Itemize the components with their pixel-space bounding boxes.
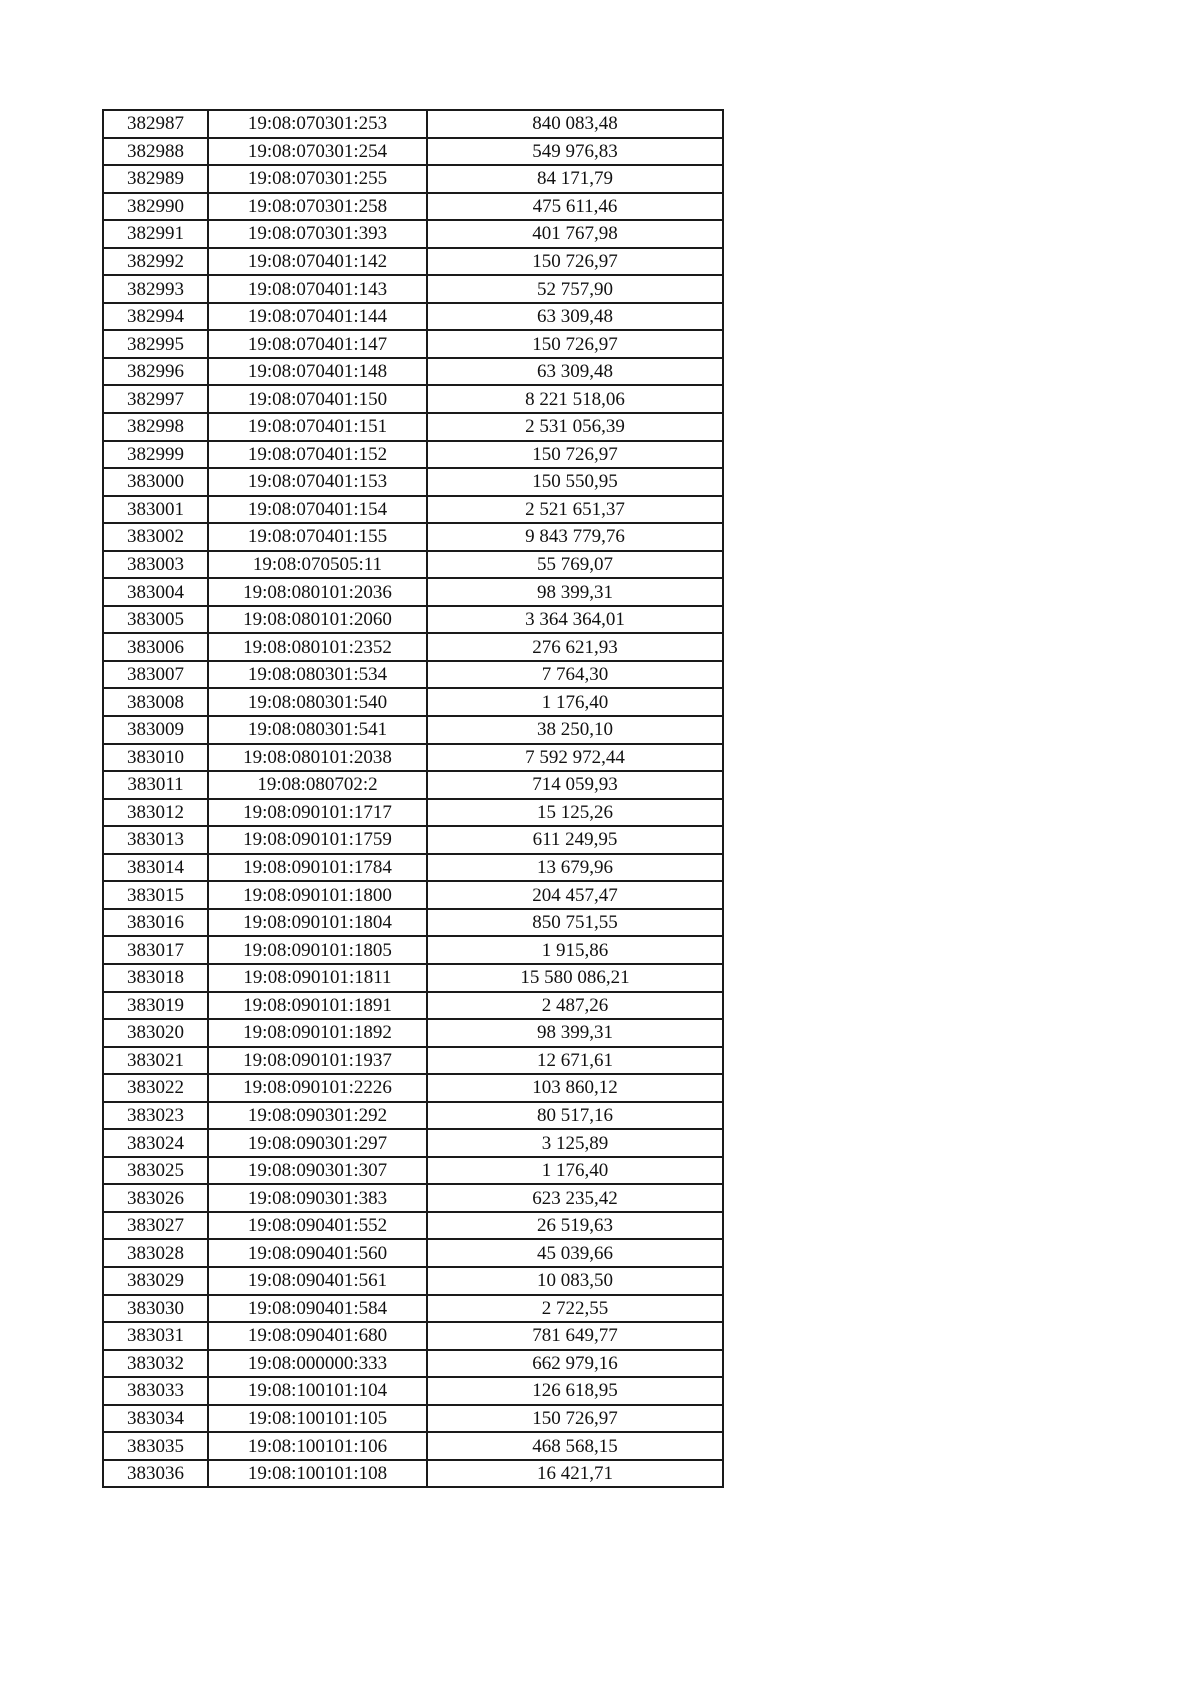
cadastral-value-cell: 150 726,97	[427, 1405, 723, 1433]
cadastral-number-cell: 19:08:090101:1804	[208, 909, 427, 937]
table-row	[103, 1019, 723, 1047]
cadastral-number-cell: 19:08:070401:143	[208, 275, 427, 303]
cadastral-number-cell: 19:08:100101:105	[208, 1405, 427, 1433]
row-number-cell: 383019	[103, 992, 208, 1020]
table-row	[103, 523, 723, 551]
cadastral-value-cell: 2 521 651,37	[427, 496, 723, 524]
row-number-cell: 383007	[103, 661, 208, 689]
cadastral-number-cell: 19:08:090301:297	[208, 1129, 427, 1157]
cadastral-value-cell: 150 550,95	[427, 468, 723, 496]
cadastral-number-cell: 19:08:070401:144	[208, 303, 427, 331]
table-row	[103, 1184, 723, 1212]
cadastral-value-cell: 9 843 779,76	[427, 523, 723, 551]
table-row	[103, 165, 723, 193]
row-number-cell: 383020	[103, 1019, 208, 1047]
table-row	[103, 110, 723, 138]
cadastral-value-cell: 150 726,97	[427, 248, 723, 276]
cadastral-number-cell: 19:08:070401:152	[208, 441, 427, 469]
table-row	[103, 1074, 723, 1102]
cadastral-number-cell: 19:08:100101:108	[208, 1460, 427, 1488]
cadastral-number-cell: 19:08:090401:560	[208, 1239, 427, 1267]
cadastral-number-cell: 19:08:080702:2	[208, 771, 427, 799]
cadastral-number-cell: 19:08:080301:534	[208, 661, 427, 689]
table-body	[103, 110, 723, 1487]
cadastral-value-cell: 98 399,31	[427, 1019, 723, 1047]
cadastral-number-cell: 19:08:090401:680	[208, 1322, 427, 1350]
cadastral-number-cell: 19:08:070301:258	[208, 193, 427, 221]
cadastral-number-cell: 19:08:090101:1891	[208, 992, 427, 1020]
cadastral-number-cell: 19:08:080301:541	[208, 716, 427, 744]
cadastral-number-cell: 19:08:080101:2352	[208, 633, 427, 661]
cadastral-value-cell: 204 457,47	[427, 881, 723, 909]
cadastral-value-cell: 13 679,96	[427, 854, 723, 882]
cadastral-value-cell: 611 249,95	[427, 826, 723, 854]
cadastral-number-cell: 19:08:090301:307	[208, 1157, 427, 1185]
table-row	[103, 1102, 723, 1130]
cadastral-value-cell: 401 767,98	[427, 220, 723, 248]
row-number-cell: 383005	[103, 606, 208, 634]
row-number-cell: 382987	[103, 110, 208, 138]
row-number-cell: 382999	[103, 441, 208, 469]
row-number-cell: 383006	[103, 633, 208, 661]
row-number-cell: 383025	[103, 1157, 208, 1185]
row-number-cell: 382988	[103, 138, 208, 166]
cadastral-value-cell: 475 611,46	[427, 193, 723, 221]
cadastral-number-cell: 19:08:070301:255	[208, 165, 427, 193]
table-row	[103, 854, 723, 882]
table-row	[103, 1377, 723, 1405]
row-number-cell: 382998	[103, 413, 208, 441]
cadastral-number-cell: 19:08:090101:1937	[208, 1047, 427, 1075]
cadastral-value-cell: 2 487,26	[427, 992, 723, 1020]
row-number-cell: 382989	[103, 165, 208, 193]
table-row	[103, 1239, 723, 1267]
cadastral-value-cell: 8 221 518,06	[427, 385, 723, 413]
cadastral-value-cell: 850 751,55	[427, 909, 723, 937]
cadastral-number-cell: 19:08:100101:104	[208, 1377, 427, 1405]
row-number-cell: 383034	[103, 1405, 208, 1433]
cadastral-number-cell: 19:08:070401:151	[208, 413, 427, 441]
cadastral-number-cell: 19:08:070401:142	[208, 248, 427, 276]
cadastral-value-cell: 276 621,93	[427, 633, 723, 661]
row-number-cell: 382996	[103, 358, 208, 386]
row-number-cell: 383003	[103, 551, 208, 579]
cadastral-value-cell: 45 039,66	[427, 1239, 723, 1267]
table-row	[103, 413, 723, 441]
row-number-cell: 383018	[103, 964, 208, 992]
row-number-cell: 382993	[103, 275, 208, 303]
cadastral-number-cell: 19:08:070401:148	[208, 358, 427, 386]
table-row	[103, 1295, 723, 1323]
cadastral-number-cell: 19:08:070401:155	[208, 523, 427, 551]
table-row	[103, 303, 723, 331]
row-number-cell: 383008	[103, 688, 208, 716]
cadastral-number-cell: 19:08:080101:2038	[208, 744, 427, 772]
cadastral-value-cell: 7 764,30	[427, 661, 723, 689]
cadastral-number-cell: 19:08:090301:383	[208, 1184, 427, 1212]
row-number-cell: 382995	[103, 330, 208, 358]
cadastral-number-cell: 19:08:090401:584	[208, 1295, 427, 1323]
cadastral-value-cell: 714 059,93	[427, 771, 723, 799]
cadastral-number-cell: 19:08:090401:552	[208, 1212, 427, 1240]
row-number-cell: 382994	[103, 303, 208, 331]
table-row	[103, 771, 723, 799]
cadastral-value-table	[102, 109, 724, 1488]
cadastral-number-cell: 19:08:000000:333	[208, 1350, 427, 1378]
cadastral-number-cell: 19:08:090101:1800	[208, 881, 427, 909]
table-row	[103, 1460, 723, 1488]
table-row	[103, 826, 723, 854]
row-number-cell: 383033	[103, 1377, 208, 1405]
cadastral-value-cell: 2 722,55	[427, 1295, 723, 1323]
row-number-cell: 383004	[103, 578, 208, 606]
cadastral-number-cell: 19:08:090101:1759	[208, 826, 427, 854]
cadastral-value-cell: 1 176,40	[427, 1157, 723, 1185]
table-row	[103, 661, 723, 689]
cadastral-value-cell: 840 083,48	[427, 110, 723, 138]
row-number-cell: 383002	[103, 523, 208, 551]
cadastral-number-cell: 19:08:080101:2060	[208, 606, 427, 634]
cadastral-value-cell: 12 671,61	[427, 1047, 723, 1075]
table-row	[103, 1157, 723, 1185]
table-row	[103, 1129, 723, 1157]
cadastral-number-cell: 19:08:090301:292	[208, 1102, 427, 1130]
table-row	[103, 1267, 723, 1295]
cadastral-value-cell: 3 125,89	[427, 1129, 723, 1157]
row-number-cell: 382991	[103, 220, 208, 248]
cadastral-value-cell: 2 531 056,39	[427, 413, 723, 441]
table-row	[103, 799, 723, 827]
table-row	[103, 992, 723, 1020]
cadastral-number-cell: 19:08:070301:253	[208, 110, 427, 138]
table-row	[103, 688, 723, 716]
cadastral-value-cell: 63 309,48	[427, 303, 723, 331]
cadastral-number-cell: 19:08:100101:106	[208, 1432, 427, 1460]
cadastral-value-cell: 126 618,95	[427, 1377, 723, 1405]
row-number-cell: 383000	[103, 468, 208, 496]
row-number-cell: 382990	[103, 193, 208, 221]
cadastral-number-cell: 19:08:090401:561	[208, 1267, 427, 1295]
cadastral-value-cell: 16 421,71	[427, 1460, 723, 1488]
row-number-cell: 383022	[103, 1074, 208, 1102]
row-number-cell: 383036	[103, 1460, 208, 1488]
row-number-cell: 383011	[103, 771, 208, 799]
row-number-cell: 382997	[103, 385, 208, 413]
table-row	[103, 551, 723, 579]
cadastral-number-cell: 19:08:070505:11	[208, 551, 427, 579]
cadastral-number-cell: 19:08:070401:150	[208, 385, 427, 413]
cadastral-value-cell: 7 592 972,44	[427, 744, 723, 772]
table-row	[103, 1212, 723, 1240]
cadastral-value-cell: 38 250,10	[427, 716, 723, 744]
cadastral-number-cell: 19:08:090101:2226	[208, 1074, 427, 1102]
cadastral-value-cell: 103 860,12	[427, 1074, 723, 1102]
cadastral-number-cell: 19:08:070401:153	[208, 468, 427, 496]
cadastral-number-cell: 19:08:070301:254	[208, 138, 427, 166]
table-row	[103, 468, 723, 496]
table-row	[103, 1350, 723, 1378]
row-number-cell: 383001	[103, 496, 208, 524]
table-row	[103, 385, 723, 413]
row-number-cell: 383017	[103, 936, 208, 964]
row-number-cell: 383014	[103, 854, 208, 882]
cadastral-value-cell: 26 519,63	[427, 1212, 723, 1240]
row-number-cell: 383027	[103, 1212, 208, 1240]
row-number-cell: 383015	[103, 881, 208, 909]
cadastral-value-cell: 662 979,16	[427, 1350, 723, 1378]
table-row	[103, 248, 723, 276]
row-number-cell: 383009	[103, 716, 208, 744]
row-number-cell: 383023	[103, 1102, 208, 1130]
row-number-cell: 382992	[103, 248, 208, 276]
table-row	[103, 716, 723, 744]
cadastral-value-cell: 1 176,40	[427, 688, 723, 716]
table-row	[103, 1047, 723, 1075]
cadastral-number-cell: 19:08:070301:393	[208, 220, 427, 248]
cadastral-number-cell: 19:08:080301:540	[208, 688, 427, 716]
cadastral-number-cell: 19:08:090101:1892	[208, 1019, 427, 1047]
cadastral-value-cell: 15 580 086,21	[427, 964, 723, 992]
cadastral-number-cell: 19:08:090101:1784	[208, 854, 427, 882]
cadastral-number-cell: 19:08:090101:1805	[208, 936, 427, 964]
table-row	[103, 1405, 723, 1433]
table-row	[103, 330, 723, 358]
cadastral-value-cell: 84 171,79	[427, 165, 723, 193]
cadastral-value-cell: 150 726,97	[427, 441, 723, 469]
cadastral-value-cell: 80 517,16	[427, 1102, 723, 1130]
row-number-cell: 383024	[103, 1129, 208, 1157]
table-row	[103, 909, 723, 937]
row-number-cell: 383029	[103, 1267, 208, 1295]
cadastral-value-cell: 468 568,15	[427, 1432, 723, 1460]
table-row	[103, 138, 723, 166]
table-row	[103, 441, 723, 469]
row-number-cell: 383031	[103, 1322, 208, 1350]
cadastral-value-cell: 781 649,77	[427, 1322, 723, 1350]
row-number-cell: 383026	[103, 1184, 208, 1212]
table-row	[103, 964, 723, 992]
table-row	[103, 1322, 723, 1350]
cadastral-value-cell: 52 757,90	[427, 275, 723, 303]
cadastral-number-cell: 19:08:070401:147	[208, 330, 427, 358]
table-row	[103, 358, 723, 386]
cadastral-number-cell: 19:08:090101:1717	[208, 799, 427, 827]
cadastral-number-cell: 19:08:070401:154	[208, 496, 427, 524]
row-number-cell: 383010	[103, 744, 208, 772]
row-number-cell: 383021	[103, 1047, 208, 1075]
cadastral-value-cell: 98 399,31	[427, 578, 723, 606]
table-row	[103, 496, 723, 524]
cadastral-number-cell: 19:08:080101:2036	[208, 578, 427, 606]
cadastral-value-cell: 63 309,48	[427, 358, 723, 386]
cadastral-value-cell: 15 125,26	[427, 799, 723, 827]
cadastral-number-cell: 19:08:090101:1811	[208, 964, 427, 992]
cadastral-value-cell: 1 915,86	[427, 936, 723, 964]
cadastral-value-cell: 150 726,97	[427, 330, 723, 358]
row-number-cell: 383013	[103, 826, 208, 854]
table-row	[103, 744, 723, 772]
table-row	[103, 606, 723, 634]
table-row	[103, 220, 723, 248]
cadastral-value-cell: 549 976,83	[427, 138, 723, 166]
table-row	[103, 578, 723, 606]
table-row	[103, 275, 723, 303]
table-row	[103, 193, 723, 221]
table-row	[103, 936, 723, 964]
row-number-cell: 383032	[103, 1350, 208, 1378]
table-row	[103, 633, 723, 661]
cadastral-value-cell: 10 083,50	[427, 1267, 723, 1295]
row-number-cell: 383016	[103, 909, 208, 937]
row-number-cell: 383012	[103, 799, 208, 827]
row-number-cell: 383030	[103, 1295, 208, 1323]
table-row	[103, 881, 723, 909]
row-number-cell: 383028	[103, 1239, 208, 1267]
row-number-cell: 383035	[103, 1432, 208, 1460]
cadastral-value-cell: 55 769,07	[427, 551, 723, 579]
table-row	[103, 1432, 723, 1460]
cadastral-value-cell: 623 235,42	[427, 1184, 723, 1212]
cadastral-value-cell: 3 364 364,01	[427, 606, 723, 634]
